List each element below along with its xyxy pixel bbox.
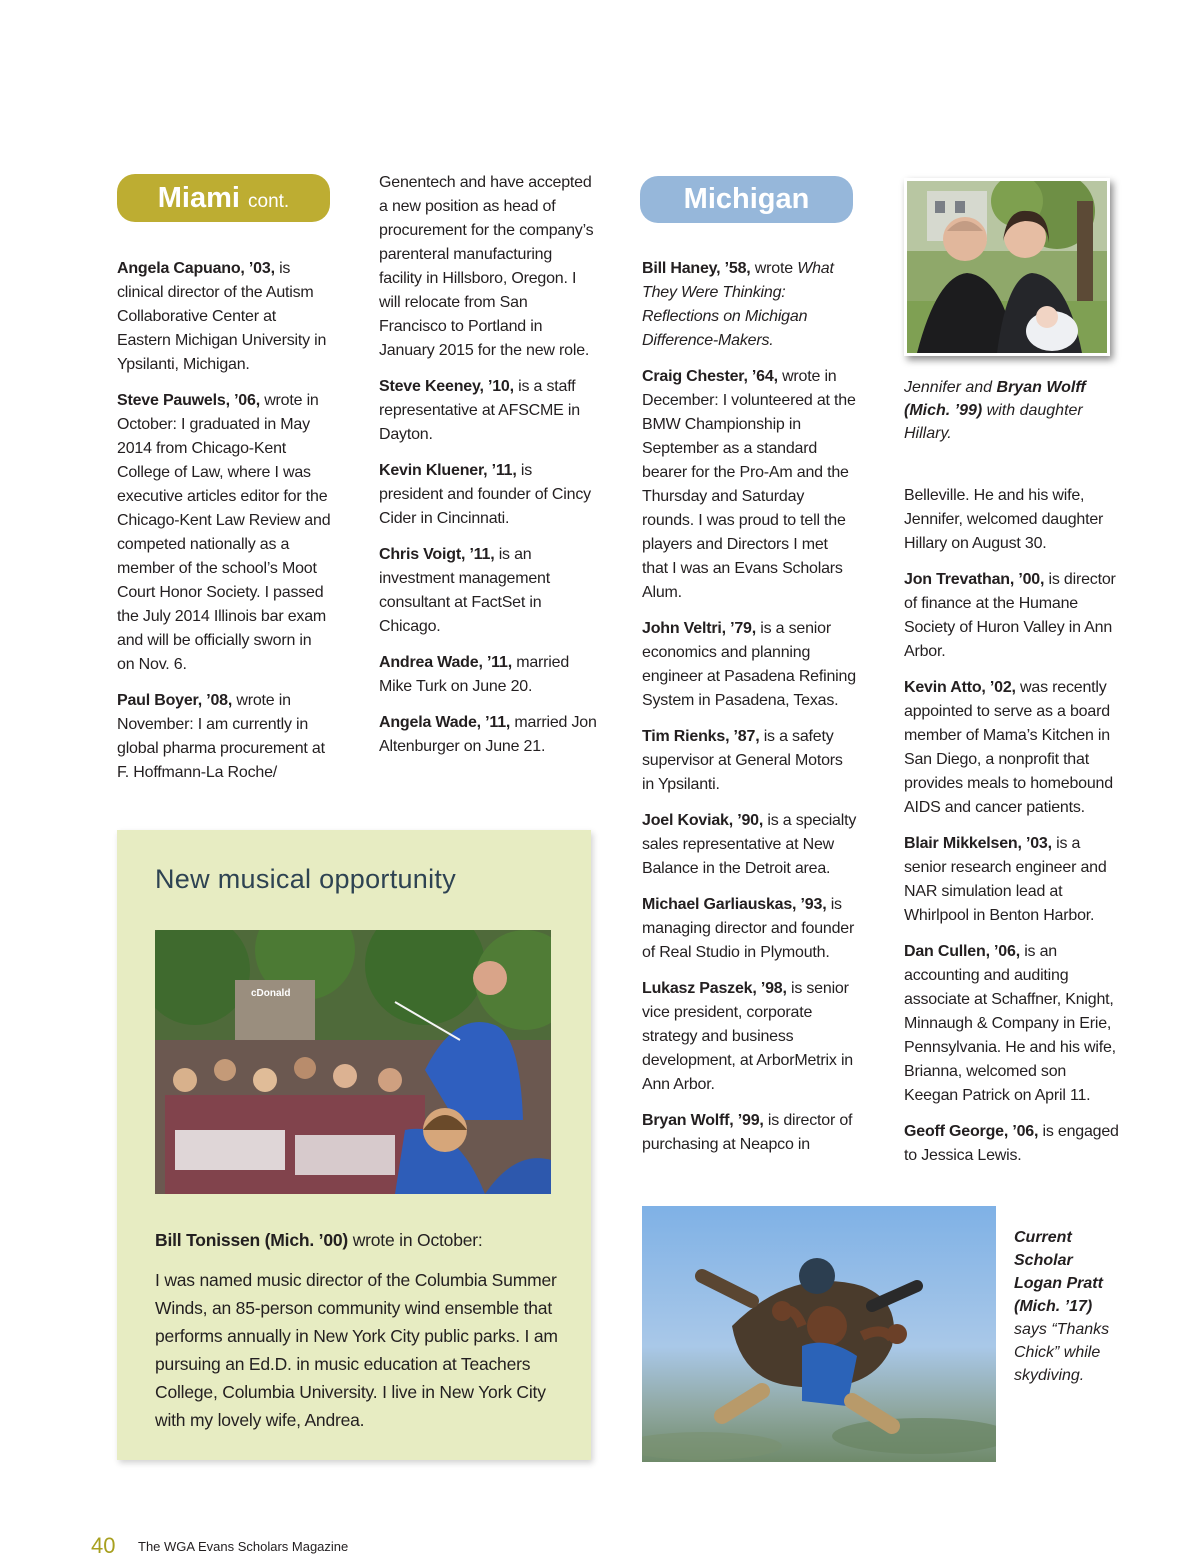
entry-paul-boyer: Paul Boyer, ’08, wrote in November: I am currently in global pharma procurement at F. Hoffmann-La Roche/ [117, 692, 325, 781]
entry-chris-voigt: Chris Voigt, ’11, is an investment management consultant at FactSet in Chicago. [379, 546, 551, 635]
publication-title: The WGA Evans Scholars Magazine [138, 1539, 349, 1554]
conductor-photo [155, 930, 551, 1194]
skydiving-photo [642, 1206, 996, 1462]
skydiving-caption: Current Scholar Logan Pratt (Mich. ’17) says “Thanks Chick” while skydiving. [1014, 1229, 1110, 1384]
miami-header-label: Miami [157, 182, 240, 214]
entry-kevin-atto: Kevin Atto, ’02, was recently appointed to serve as a board member of Mama’s Kitchen in San Diego, a nonprofit that provides meals to homebound AIDS and cancer patients. [904, 679, 1113, 816]
entry-jon-trevathan: Jon Trevathan, ’00, is director of finance at the Humane Society of Huron Valley in Ann Arbor. [904, 571, 1116, 660]
book-title: What They Were Thinking: Reflections on Michigan Difference-Makers. [642, 260, 834, 349]
entry-steve-pauwels: Steve Pauwels, ’06, wrote in October: I graduated in May 2014 from Chicago-Kent College of Law, where I was executive articles editor for the Chicago-Kent Law Review and competed nationally as a member of the school’s Moot Court Honor Society. I passed the July 2014 Illinois bar exam and will be officially sworn in on Nov. 6. [117, 392, 331, 673]
entry-lukasz-paszek: Lukasz Paszek, ’98, is senior vice president, corporate strategy and business development, at ArborMetrix in Ann Arbor. [642, 980, 853, 1093]
michigan-header-label: Michigan [683, 183, 810, 215]
miami-column-2 [379, 171, 597, 771]
entry-dan-cullen: Dan Cullen, ’06, is an accounting and auditing associate at Schaffner, Knight, Minnaugh & Company in Erie, Pennsylvania. He and his wife, Brianna, welcomed son Keegan Patrick on April 11. [904, 943, 1116, 1104]
entry-angela-wade: Angela Wade, ’11, married Jon Altenburger on June 21. [379, 714, 597, 755]
musical-opportunity-sidebar [117, 830, 591, 1460]
michigan-column-2 [904, 484, 1119, 1180]
entry-bill-haney: Bill Haney, ’58, wrote What They Were Thinking: Reflections on Michigan Difference-Makers. [642, 260, 834, 349]
wolff-photo-caption: Jennifer and Bryan Wolff (Mich. ’99) with daughter Hillary. [904, 379, 1086, 442]
entry-angela-capuano: Angela Capuano, ’03, is clinical director of the Autism Collaborative Center at Eastern Michigan University in Ypsilanti, Michigan. [117, 260, 327, 373]
miami-header-suffix: cont. [248, 191, 290, 212]
entry-tim-rienks: Tim Rienks, ’87, is a safety supervisor at General Motors in Ypsilanti. [642, 728, 843, 793]
miami-column-1 [117, 257, 332, 797]
entry-steve-keeney: Steve Keeney, ’10, is a staff representative at AFSCME in Dayton. [379, 378, 580, 443]
sign-text: cDonald [251, 988, 291, 999]
sidebar-quote: I was named music director of the Columbia Summer Winds, an 85-person community wind ensemble that performs annually in New York City public parks. I am pursuing an Ed.D. in music education at Teachers College, Columbia University. I live in New York City with my lovely wife, Andrea. [155, 1270, 558, 1430]
entry-paul-boyer-continued: Genentech and have accepted a new position as head of procurement for the company’s parenteral manufacturing facility in Hillsboro, Oregon. I will relocate from San Francisco to Portland in January 2015 for the new role. [379, 174, 594, 359]
entry-craig-chester: Craig Chester, ’64, wrote in December: I volunteered at the BMW Championship in September as a standard bearer for the Pro-Am and the Thursday and Saturday rounds. I was proud to tell the players and Directors I met that I was an Evans Scholars Alum. [642, 368, 856, 601]
entry-geoff-george: Geoff George, ’06, is engaged to Jessica Lewis. [904, 1123, 1119, 1164]
michigan-section-header [640, 176, 853, 223]
entry-blair-mikkelsen: Blair Mikkelsen, ’03, is a senior research engineer and NAR simulation lead at Whirlpool in Benton Harbor. [904, 835, 1107, 924]
wolff-family-photo [904, 178, 1110, 356]
entry-john-veltri: John Veltri, ’79, is a senior economics and planning engineer at Pasadena Refining System in Pasadena, Texas. [642, 620, 856, 709]
sidebar-title: New musical opportunity [155, 864, 457, 894]
miami-section-header [117, 174, 330, 222]
entry-michael-garliauskas: Michael Garliauskas, ’93, is managing director and founder of Real Studio in Plymouth. [642, 896, 855, 961]
entry-joel-koviak: Joel Koviak, ’90, is a specialty sales representative at New Balance in the Detroit area. [642, 812, 857, 877]
entry-andrea-wade: Andrea Wade, ’11, married Mike Turk on June 20. [379, 654, 570, 695]
page-number: 40 [91, 1533, 116, 1558]
michigan-column-1 [642, 257, 857, 1169]
sidebar-intro: Bill Tonissen (Mich. ’00) wrote in October: [155, 1230, 483, 1250]
sidebar-body [155, 1226, 565, 1446]
entry-bryan-wolff-continued: Belleville. He and his wife, Jennifer, welcomed daughter Hillary on August 30. [904, 487, 1104, 552]
entry-bryan-wolff: Bryan Wolff, ’99, is director of purchasing at Neapco in [642, 1112, 853, 1153]
entry-kevin-kluener: Kevin Kluener, ’11, is president and founder of Cincy Cider in Cincinnati. [379, 462, 591, 527]
wolff-family-image [907, 181, 1107, 353]
